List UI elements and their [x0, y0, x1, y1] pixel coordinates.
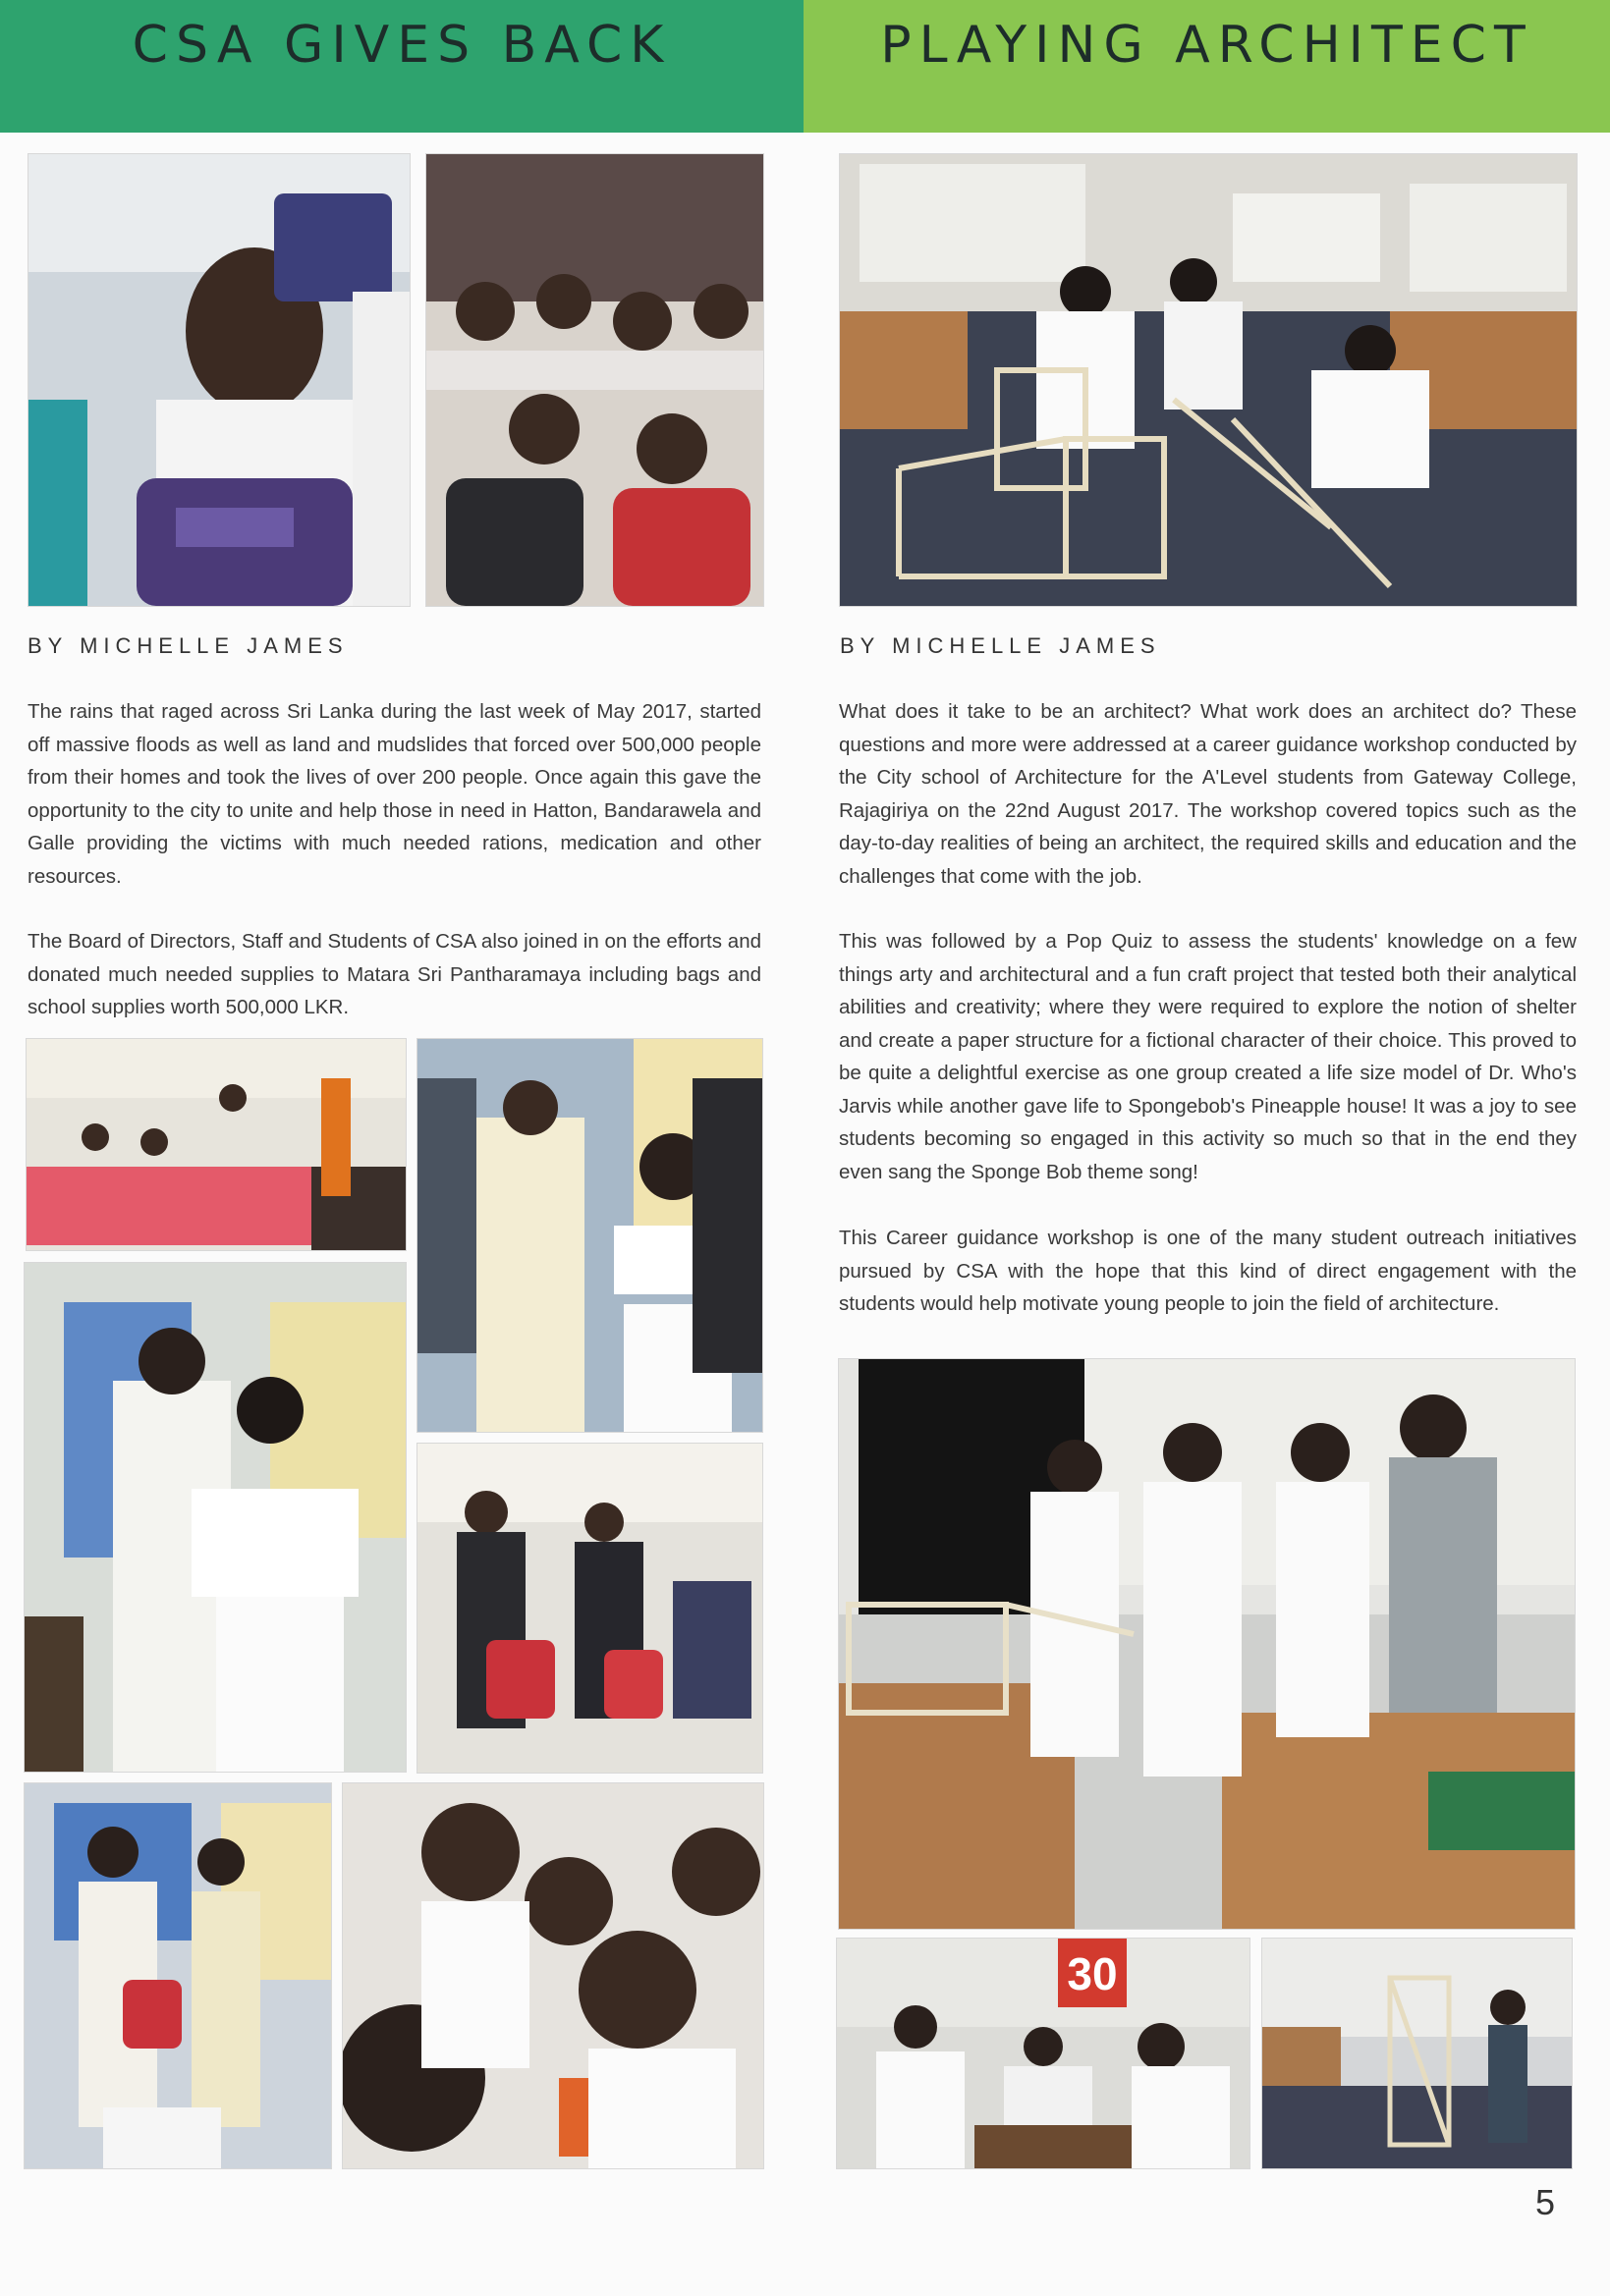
section-header-right	[804, 0, 1610, 133]
photo-woman-with-girl	[24, 1262, 407, 1773]
paragraph-right-1: What does it take to be an architect? What work does an architect do? These questions and more were addressed at a career guidance workshop conducted by the City school of Architecture for the A'Level students from Gateway College, Rajagiriya on the 22nd August 2017. The workshop covered topics such as the day-to-day realities of being an architect, the required skills and education and the challenges that come with the job.	[839, 700, 1577, 888]
photo-girl-with-bag	[28, 153, 411, 607]
photo-selfie-children	[342, 1782, 764, 2169]
photo-students-building-structure	[839, 153, 1578, 607]
section-title-right: PLAYING ARCHITECT	[880, 15, 1533, 75]
photo-donation-table	[26, 1038, 407, 1251]
paragraph-right-3: This Career guidance workshop is one of the many student outreach initiatives pursued by CSA with the hope that this kind of direct engagement with the students would help motivate young people to join the field of architecture.	[839, 1227, 1577, 1315]
photo-children-seated	[425, 153, 764, 607]
photo-girl-receiving-bag	[416, 1038, 763, 1433]
poster-number: 30	[1067, 1948, 1118, 1999]
page-number: 5	[1534, 2182, 1555, 2222]
byline-right: BY MICHELLE JAMES	[840, 633, 1161, 658]
paragraph-left-2: The Board of Directors, Staff and Students of CSA also joined in on the efforts and donated much needed supplies to Matara Sri Pantharamaya including bags and school supplies worth 500,000 LKR.	[28, 930, 761, 1018]
section-header-left	[0, 0, 804, 133]
photo-volunteers-with-bags	[416, 1443, 763, 1774]
photo-structure-in-room	[1261, 1938, 1573, 2169]
photo-woman-giving-bag	[24, 1782, 332, 2169]
photo-workshop-session	[836, 1938, 1250, 2169]
byline-left: BY MICHELLE JAMES	[28, 633, 349, 658]
paragraph-left-1: The rains that raged across Sri Lanka during the last week of May 2017, started off massive floods as well as land and mudslides that forced over 500,000 people from their homes and took the lives of over 200 people. Once again this gave the opportunity to the city to unite and help those in need in Hatton, Bandarawela and Galle providing the victims with much needed rations, medication and other resources.	[28, 700, 761, 888]
paragraph-right-2: This was followed by a Pop Quiz to assess the students' knowledge on a few things arty and architectural and a fun craft project that tested both their analytical abilities and creativity; where they were required to explore the notion of shelter and create a paper structure for a fictional character of their choice. This proved to be quite a delightful exercise as one group created a life size model of Dr. Who's Jarvis while another gave life to Spongebob's Pineapple house! It was a joy to see students becoming so engaged in this activity so much so that in the end they even sang the Sponge Bob theme song!	[839, 930, 1577, 1183]
photo-students-with-model	[838, 1358, 1576, 1930]
section-title-left: CSA GIVES BACK	[132, 15, 672, 75]
